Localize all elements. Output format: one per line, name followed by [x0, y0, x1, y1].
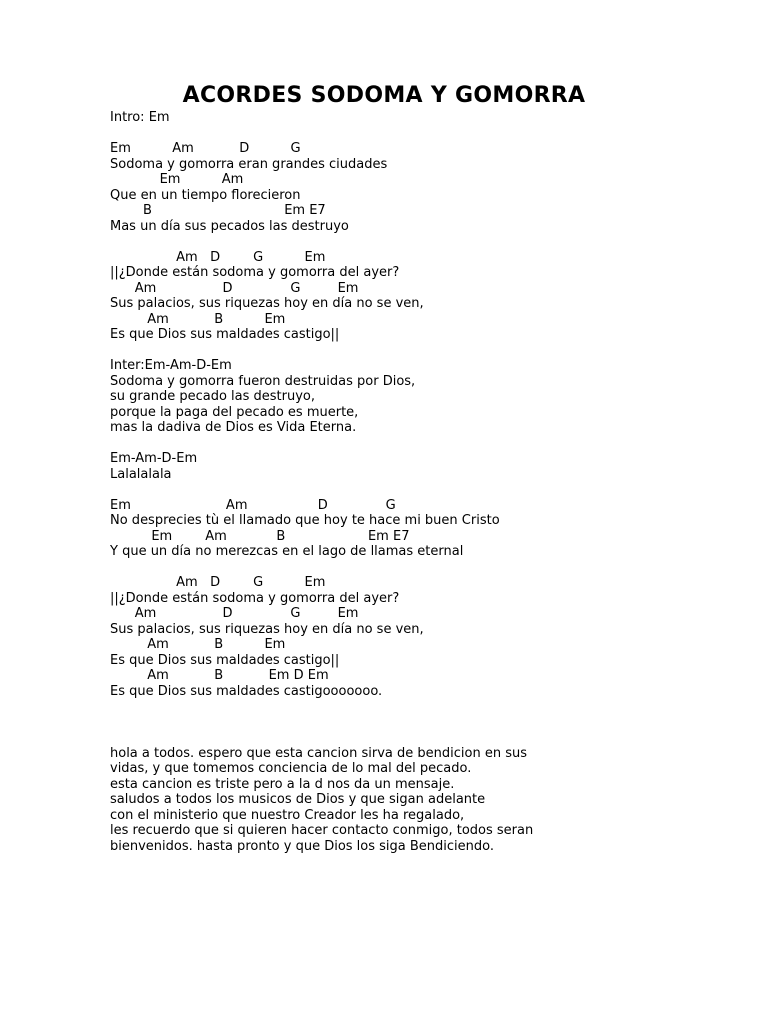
lyric-line: Que en un tiempo florecieron [110, 187, 301, 203]
blank-line [110, 234, 670, 250]
chord-line: Am B Em [110, 637, 286, 652]
chord-line: Am D G Em [110, 280, 359, 296]
lyric-line: su grande pecado las destruyo, [110, 389, 315, 404]
chord-line: Am D G Em [110, 606, 359, 621]
chord-line: Em Am B Em E7 [110, 528, 410, 544]
chord-line: Am B Em D Em [110, 668, 329, 683]
lyric-line: Es que Dios sus maldades castigo|| [110, 327, 340, 342]
interlude-line: Inter:Em-Am-D-Em [110, 358, 232, 373]
document-title: ACORDES SODOMA Y GOMORRA [182, 83, 586, 108]
lyric-line: Es que Dios sus maldades castigo|| [110, 652, 340, 668]
intro-line: Intro: Em [110, 110, 170, 125]
lyric-line: Sus palacios, sus riquezas hoy en día no se ven, [110, 296, 424, 311]
blank-line [110, 436, 670, 452]
chord-line: Em Am [110, 172, 244, 187]
chord-line: Am D G Em [110, 575, 326, 590]
lyric-line: ||¿Donde están sodoma y gomorra del ayer? [110, 590, 400, 606]
note-line: vidas, y que tomemos conciencia de lo mal del pecado. [110, 761, 472, 776]
chord-line: Em-Am-D-Em [110, 451, 198, 466]
note-line: hola a todos. espero que esta cancion sirva de bendicion en sus [110, 745, 527, 761]
lyric-line: ||¿Donde están sodoma y gomorra del ayer? [110, 265, 400, 280]
note-line: esta cancion es triste pero a la d nos da un mensaje. [110, 776, 455, 792]
note-line: bienvenidos. hasta pronto y que Dios los siga Bendiciendo. [110, 838, 495, 854]
note-line: saludos a todos los musicos de Dios y que sigan adelante [110, 792, 486, 807]
chord-line: B Em E7 [110, 203, 326, 218]
song-body [110, 110, 670, 854]
blank-line [110, 126, 670, 142]
lyric-line: Sodoma y gomorra eran grandes ciudades [110, 156, 388, 172]
lyric-line: Lalalalala [110, 466, 172, 482]
blank-line [110, 343, 670, 359]
blank-line [110, 482, 670, 498]
lyric-line: No desprecies tù el llamado que hoy te hace mi buen Cristo [110, 513, 500, 528]
spacer [110, 699, 670, 746]
lyric-line: Es que Dios sus maldades castigooooooo. [110, 683, 383, 699]
chord-line: Am B Em [110, 311, 286, 327]
blank-line [110, 560, 670, 576]
chord-line: Em Am D G [110, 141, 301, 156]
note-line: con el ministerio que nuestro Creador les ha regalado, [110, 807, 465, 823]
chord-line: Em Am D G [110, 497, 396, 513]
lyric-line: porque la paga del pecado es muerte, [110, 404, 359, 420]
lyric-line: Y que un día no merezcas en el lago de llamas eternal [110, 544, 464, 559]
lyric-line: Mas un día sus pecados las destruyo [110, 218, 349, 234]
lyric-line: Sus palacios, sus riquezas hoy en día no se ven, [110, 621, 424, 637]
lyric-line: Sodoma y gomorra fueron destruidas por Dios, [110, 373, 416, 389]
note-line: les recuerdo que si quieren hacer contacto conmigo, todos seran [110, 823, 534, 838]
chord-line: Am D G Em [110, 249, 326, 265]
lyric-line: mas la dadiva de Dios es Vida Eterna. [110, 420, 357, 435]
